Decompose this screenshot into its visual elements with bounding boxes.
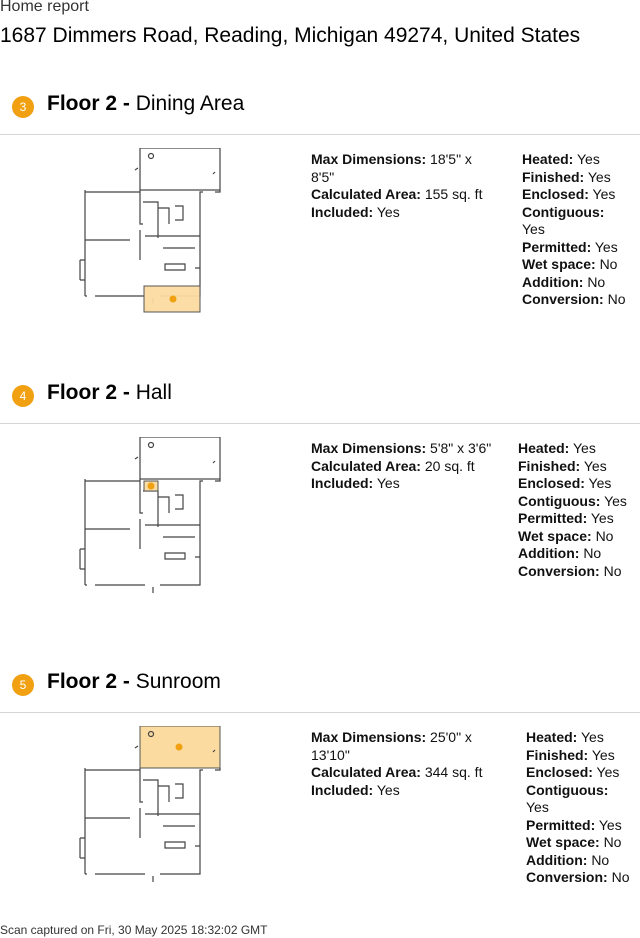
section-divider [0,712,640,713]
included-value: Yes [376,475,400,491]
window-bay [80,260,85,280]
floor-plan-walls [80,148,220,304]
title-separator: - [117,670,136,693]
title-separator: - [117,92,136,115]
room-header [0,92,640,136]
floor-plan-walls [80,437,220,593]
room-marker-dot [176,744,183,751]
floor-plan-svg [75,437,235,627]
room-header [0,381,640,425]
attr-label: Enclosed: [526,764,593,780]
included-label: Included: [311,203,374,220]
max-dimensions-value: 25'0" x [430,729,472,745]
calculated-area-label: Calculated Area: [311,457,421,474]
floor-plan-diagram [75,148,235,338]
room-floor: Floor 2 [47,670,118,693]
attr-value: Yes [592,186,616,202]
counter [165,264,185,270]
attr-label: Heated: [526,729,578,745]
interior-walls [85,770,200,846]
attr-label: Addition: [518,545,580,561]
attr-value: Yes [522,221,545,237]
attr-value: No [603,562,622,579]
calculated-area-value: 155 sq. ft [424,186,483,202]
attr-label: Contiguous: [522,203,605,220]
max-dimensions-value: 18'5" x [430,151,472,167]
counter [165,553,185,559]
exterior-walls [85,768,220,874]
attr-label: Contiguous: [518,492,601,509]
attr-value: Yes [594,238,618,255]
max-dimensions-value: 5'8" x 3'6" [430,440,492,456]
attr-label: Enclosed: [522,186,589,202]
attr-value: No [595,527,614,544]
attr-value: Yes [581,729,604,745]
attr-label: Heated: [518,440,570,456]
attr-label: Permitted: [522,238,592,255]
attr-label: Finished: [518,457,581,474]
attr-value: Yes [583,457,607,474]
room-header [0,670,640,714]
room-number-badge: 5 [12,674,34,696]
included-label: Included: [311,781,374,798]
calculated-area-label: Calculated Area: [311,764,421,780]
attr-value: No [587,273,606,290]
attr-value: No [591,851,610,868]
exterior-walls [85,190,220,296]
property-address: 1687 Dimmers Road, Reading, Michigan 49274, United States [0,24,581,47]
attr-label: Permitted: [526,816,596,833]
attr-label: Conversion: [522,291,604,307]
included-label: Included: [311,475,374,491]
interior-walls [85,481,200,557]
attr-value: No [599,256,618,272]
attr-value: Yes [588,475,612,491]
room-dimensions [311,729,482,799]
attr-label: Finished: [526,746,589,763]
counter [165,842,185,848]
attr-value: Yes [604,492,627,509]
attr-label: Heated: [522,151,574,167]
attr-label: Wet space: [518,527,592,544]
attr-label: Enclosed: [518,475,585,491]
room-name: Hall [135,381,172,404]
attr-label: Permitted: [518,510,588,526]
room-number-badge: 4 [12,385,34,407]
attr-value: Yes [587,168,611,185]
attr-value: Yes [573,440,596,456]
room-title [47,92,244,116]
attr-value: No [583,545,602,561]
attr-label: Addition: [526,851,588,868]
section-divider [0,134,640,135]
attr-value: No [611,869,630,885]
room-name: Sunroom [135,670,221,693]
scan-timestamp: Scan captured on Fri, 30 May 2025 18:32:02 GMT [0,923,268,937]
room-dimensions [311,440,491,493]
attr-label: Conversion: [518,562,600,579]
attr-value: No [607,291,626,307]
room-dimensions [311,151,482,221]
max-dimensions-label: Max Dimensions: [311,151,427,167]
max-dimensions-label: Max Dimensions: [311,729,427,745]
floor-plan-diagram [75,726,235,916]
max-dimensions-label: Max Dimensions: [311,440,427,456]
attr-label: Addition: [522,273,584,290]
calculated-area-value: 344 sq. ft [424,764,483,780]
room-marker-dot [170,296,177,303]
room-attributes [518,440,627,580]
max-dimensions-value-cont: 8'5" [311,168,335,185]
room-number-badge: 3 [12,96,34,118]
room-name: Dining Area [135,92,245,115]
floor-plan-svg [75,148,235,338]
attr-value: Yes [596,764,620,780]
room-attributes [522,151,625,309]
calculated-area-label: Calculated Area: [311,186,421,202]
fixture-mark [149,443,154,448]
floor-plan-svg [75,726,235,916]
attr-value: Yes [526,799,549,815]
section-divider [0,423,640,424]
room-floor: Floor 2 [47,92,118,115]
included-value: Yes [376,781,400,798]
report-label: Home report [0,0,89,15]
attr-value: Yes [591,746,615,763]
room-title [47,670,221,694]
attr-label: Wet space: [522,256,596,272]
max-dimensions-value-cont: 13'10" [311,746,350,763]
window-bay [80,838,85,858]
floor-plan-diagram [75,437,235,627]
room-floor: Floor 2 [47,381,118,404]
calculated-area-value: 20 sq. ft [424,457,475,474]
title-separator: - [117,381,136,404]
attr-value: Yes [577,151,600,167]
fixture-mark [149,154,154,159]
room-marker-dot [148,483,155,490]
attr-label: Contiguous: [526,781,609,798]
attr-label: Wet space: [526,834,600,850]
attr-value: Yes [598,816,622,833]
attr-value: Yes [590,510,614,526]
included-value: Yes [376,203,400,220]
attr-label: Conversion: [526,869,608,885]
exterior-walls [85,479,220,585]
window-bay [80,549,85,569]
interior-walls [85,192,200,268]
attr-label: Finished: [522,168,585,185]
attr-value: No [603,834,622,850]
room-title [47,381,172,405]
room-attributes [526,729,629,887]
